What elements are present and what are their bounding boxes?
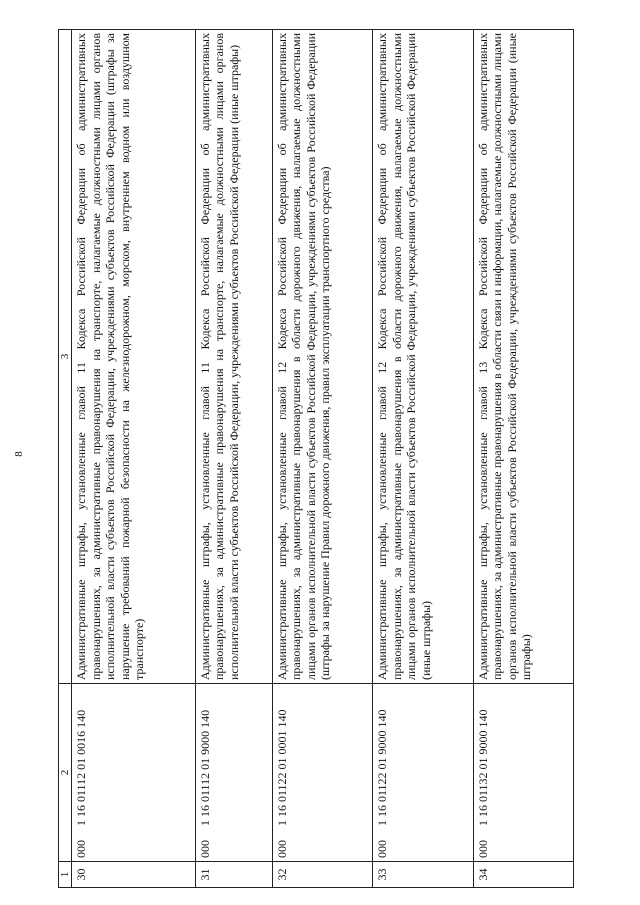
row-number: 30 bbox=[72, 862, 196, 888]
code-value: 1 16 01122 01 0001 140 bbox=[274, 709, 289, 826]
code-value: 1 16 01112 01 9000 140 bbox=[197, 709, 212, 826]
row-number: 34 bbox=[473, 862, 573, 888]
code-prefix: 000 bbox=[274, 840, 289, 858]
page-number: 8 bbox=[12, 451, 25, 457]
row-description: Административные штрафы, установленные главой 12 Кодекса Российской Федерации об административных правонарушениях, за административные правонарушения в области дорожного движения, налагаемые должностными лицами органов исполнительной власти субъектов Российской Федерации, учреждениями субъектов Российской Федерации (иные штрафы) bbox=[373, 30, 473, 684]
revenue-code bbox=[473, 684, 573, 862]
code-prefix: 000 bbox=[197, 840, 212, 858]
revenue-code bbox=[195, 684, 272, 862]
revenue-codes-table bbox=[58, 29, 574, 888]
header-col-2: 2 bbox=[59, 684, 72, 862]
header-col-3: 3 bbox=[59, 30, 72, 684]
table-header-row bbox=[59, 30, 72, 888]
row-description: Административные штрафы, установленные главой 11 Кодекса Российской Федерации об административных правонарушениях, за административные правонарушения на транспорте, налагаемые должностными лицами органов исполнительной власти субъектов Российской Федерации, учреждениями субъектов Российской Федерации (иные штрафы) bbox=[195, 30, 272, 684]
code-value: 1 16 01132 01 9000 140 bbox=[475, 709, 490, 826]
code-prefix: 000 bbox=[74, 840, 88, 858]
table-row bbox=[272, 30, 372, 888]
row-description: Административные штрафы, установленные главой 11 Кодекса Российской Федерации об административных правонарушениях, за административные правонарушения на транспорте, налагаемые должностными лицами органов исполнительной власти субъектов Российской Федерации, учреждениями субъектов Российской Федерации (штрафы за нарушение требований пожарной безопасности на железнодорожном, морском, внутреннем водном или воздушном транспорте) bbox=[72, 30, 196, 684]
row-description: Административные штрафы, установленные главой 13 Кодекса Российской Федерации об административных правонарушениях, за административные правонарушения в области связи и информации, налагаемые должностными лицами органов исполнительной власти субъектов Российской Федерации, учреждениями субъектов Российской Федерации (иные штрафы) bbox=[473, 30, 573, 684]
code-prefix: 000 bbox=[375, 840, 390, 858]
code-value: 1 16 01122 01 9000 140 bbox=[375, 709, 390, 826]
row-description: Административные штрафы, установленные главой 12 Кодекса Российской Федерации об административных правонарушениях, за административные правонарушения в области дорожного движения, налагаемые должностными лицами органов исполнительной власти субъектов Российской Федерации, учреждениями субъектов Российской Федерации (штрафы за нарушение Правил дорожного движения, правил эксплуатации транспортного средства) bbox=[272, 30, 372, 684]
code-prefix: 000 bbox=[475, 840, 490, 858]
revenue-code bbox=[72, 684, 196, 862]
table-row bbox=[195, 30, 272, 888]
row-number: 32 bbox=[272, 862, 372, 888]
revenue-code bbox=[272, 684, 372, 862]
code-value: 1 16 01112 01 0016 140 bbox=[74, 709, 88, 826]
row-number: 33 bbox=[373, 862, 473, 888]
table-row bbox=[72, 30, 196, 888]
revenue-code bbox=[373, 684, 473, 862]
table-row bbox=[473, 30, 573, 888]
header-col-1: 1 bbox=[59, 862, 72, 888]
row-number: 31 bbox=[195, 862, 272, 888]
rotated-table-container bbox=[58, 30, 574, 888]
table-row bbox=[373, 30, 473, 888]
